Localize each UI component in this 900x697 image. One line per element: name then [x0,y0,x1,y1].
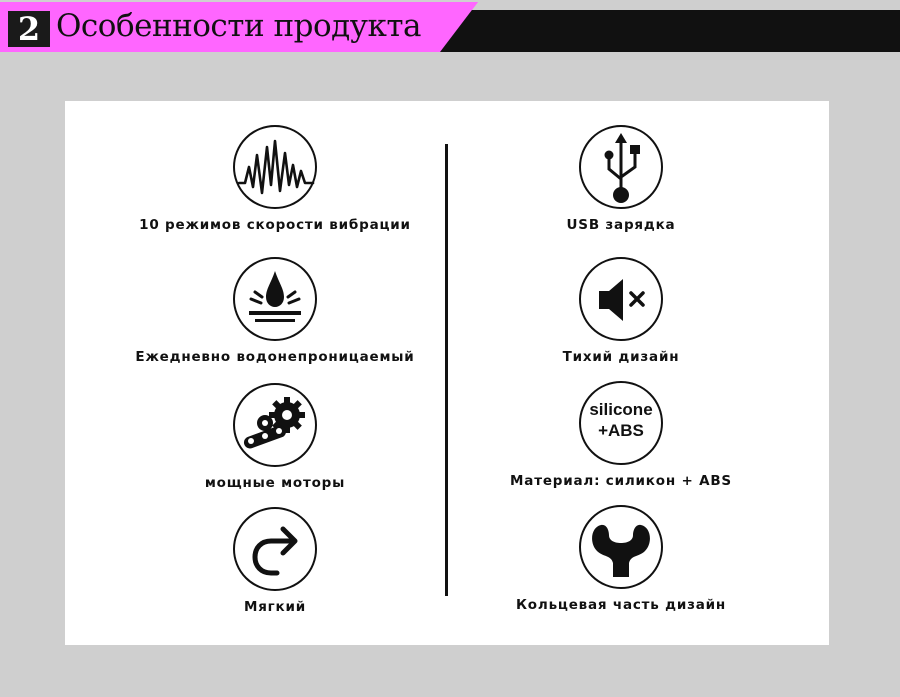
header-banner [0,0,900,52]
water-drop-icon [233,257,317,341]
feature-label: мощные моторы [204,475,346,491]
section-number-badge: 2 [8,11,50,47]
feature-label: Мягкий [243,599,307,615]
material-icon-text-1: silicone [589,400,653,419]
features-panel [65,101,829,645]
gears-chain-icon [233,383,317,467]
feature-usb-charging [471,125,771,233]
feature-label: 10 режимов скорости вибрации [139,217,411,233]
waveform-icon [233,125,317,209]
feature-quiet-design [471,257,771,365]
feature-label: USB зарядка [566,217,676,233]
feature-vibration-modes [125,125,425,233]
curved-arrow-icon [233,507,317,591]
material-icon [579,381,663,465]
ring-shape-icon [579,505,663,589]
feature-label: Кольцевая часть дизайн [515,597,727,613]
section-title: Особенности продукта [56,8,421,44]
feature-material [471,381,771,489]
feature-ring-design [471,505,771,613]
feature-label: Материал: силикон + ABS [510,473,732,489]
material-icon-text-2: +ABS [598,421,644,440]
feature-waterproof [125,257,425,365]
feature-label: Ежедневно водонепроницаемый [135,349,415,365]
mute-speaker-icon [579,257,663,341]
column-divider [445,144,448,596]
feature-soft [125,507,425,615]
feature-powerful-motors [125,383,425,491]
feature-label: Тихий дизайн [562,349,680,365]
usb-icon [579,125,663,209]
